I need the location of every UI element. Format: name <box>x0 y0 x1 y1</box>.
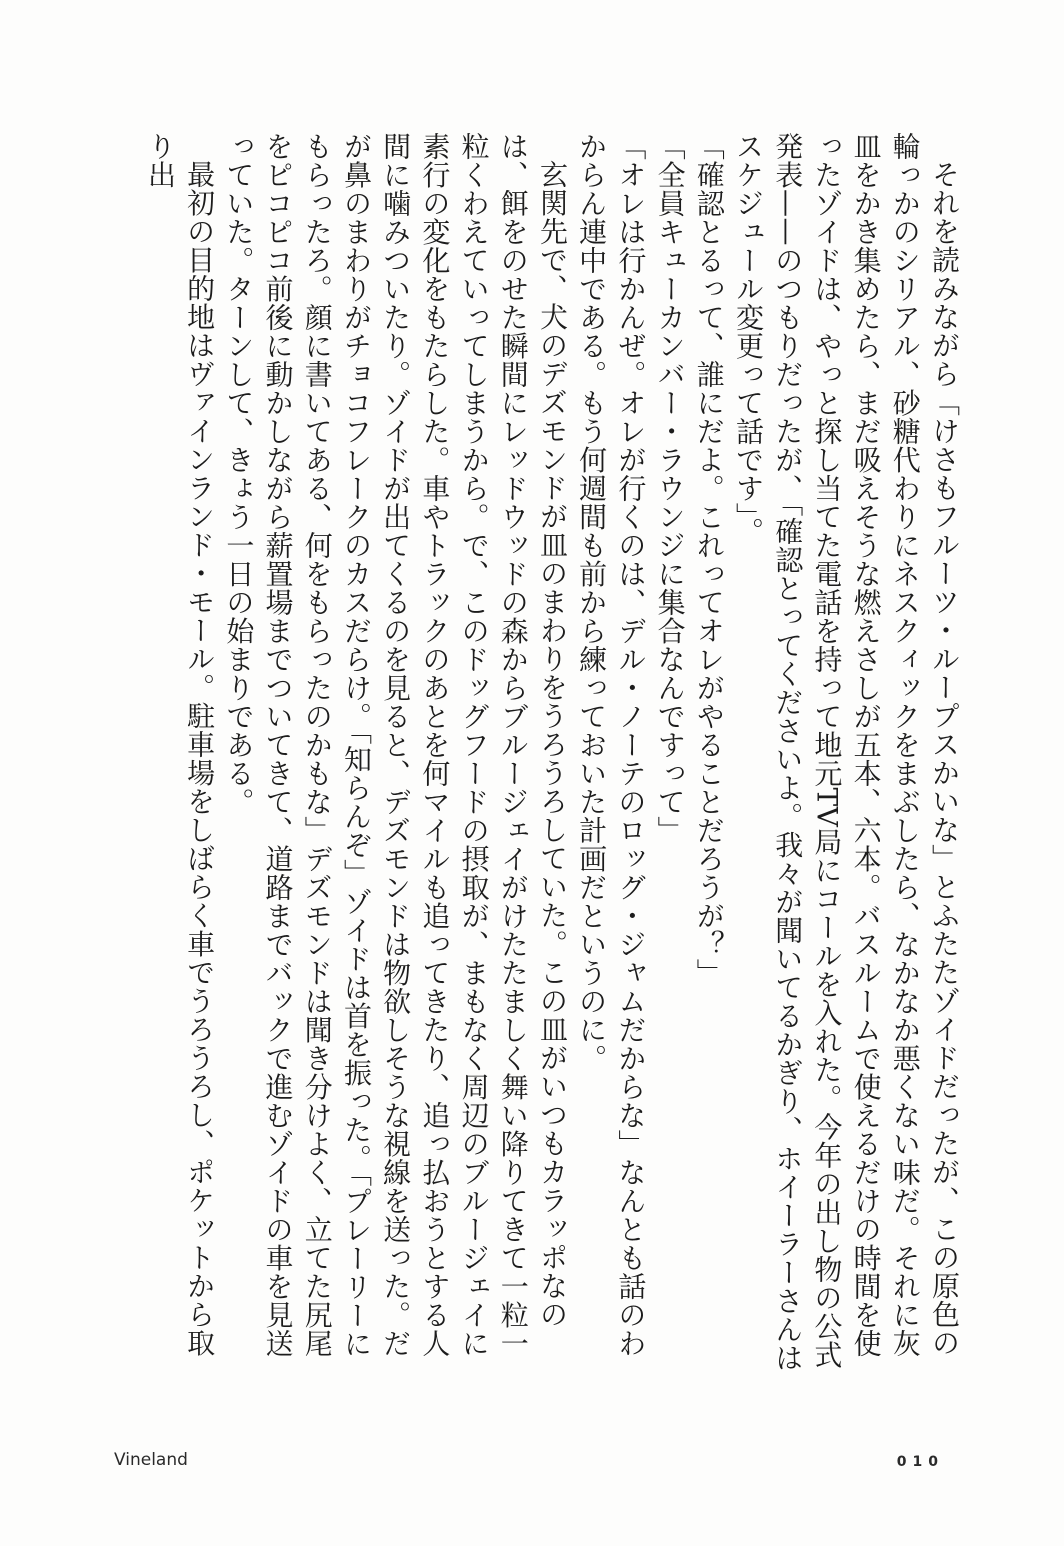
page-number: 010 <box>896 1454 944 1470</box>
body-text <box>84 132 964 1372</box>
footer-book-title: Vineland <box>114 1450 188 1470</box>
paragraph: 玄関先で、犬のデズモンドが皿のまわりをうろうろしていた。この皿がいつもカラッポなのは、餌をのせた瞬間にレッドウッドの森からブルージェイがけたたましく舞い降りてきて一粒一粒くわえていってしまうから。で、このドッグフードの摂取が、まもなく周辺のブルージェイに素行の変化をもたらした。車やトラックのあとを何マイルも追ってきたり、追っ払おうとする人間に噛みついたり。ゾイドが出てくるのを見ると、デズモンドは物欲しそうな視線を送った。だが鼻のまわりがチョコフレークのカスだらけ。「知らんぞ」ゾイドは首を振った。「プレーリーにもらったろ。顔に書いてある、何をもらったのかもな」デズモンドは聞き分けよく、立てた尻尾をピコピコ前後に動かしながら薪置場までついてきて、道路までバックで進むゾイドの車を見送っていた。ターンして、きょう一日の始まりである。 <box>222 132 569 1358</box>
paragraph: 「全員キューカンバー・ラウンジに集合なんですって」 <box>653 132 687 845</box>
paragraph: 最初の目的地はヴァインランド・モール。駐車場をしばらく車でうろうろし、ポケットから取り出 <box>143 132 217 1357</box>
paragraph: それを読みながら「けさもフルーツ・ループスかいな」とふたたゾイドだったが、この原色の輪っかのシリアル、砂糖代わりにネスクィックをまぶしたら、なかなか悪くない味だ。それに灰皿をかき集めたら、まだ吸えそうな燃えさしが五本、六本。バスルームで使えるだけの時間を使ったゾイドは、やっと探し当てた電話を持って地元TV局にコールを入れた。今年の出し物の公式発表——のつもりだったが、「確認とってくださいよ。我々が聞いてるかぎり、ホイーラーさんはスケジュール変更って話です」。 <box>731 132 961 1372</box>
paragraph: 「オレは行かんぜ。オレが行くのは、デル・ノーテのロッグ・ジャムだからな」なんとも話のわからん連中である。もう何週間も前から練っておいた計画だというのに。 <box>575 132 648 1358</box>
paragraph: 「確認とるって、誰にだよ。これってオレがやることだろうが？」 <box>692 132 726 987</box>
